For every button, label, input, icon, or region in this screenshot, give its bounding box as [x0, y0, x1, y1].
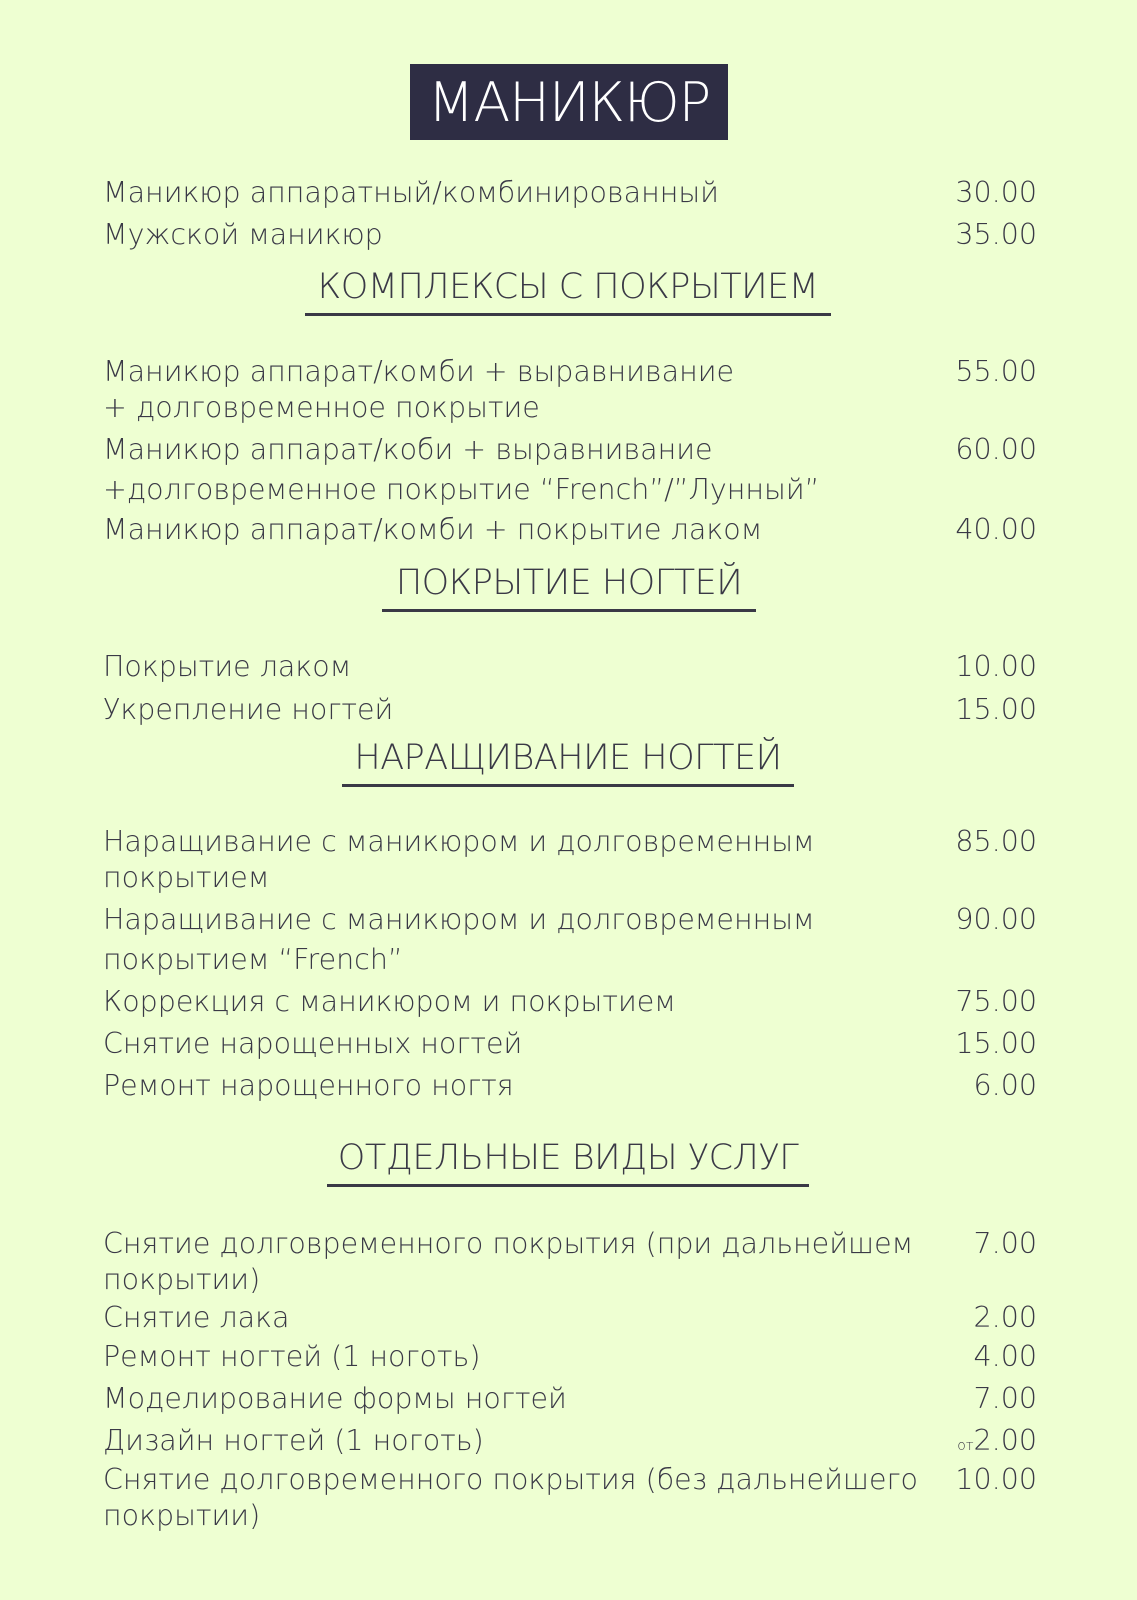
service-name: Покрытие лаком: [103, 650, 352, 683]
service-name: Мужской маникюр: [103, 218, 383, 251]
section-heading: ОТДЕЛЬНЫЕ ВИДЫ УСЛУГ: [327, 1138, 809, 1187]
service-price: 30.00: [955, 176, 1037, 209]
page-title: МАНИКЮР: [410, 64, 728, 140]
list-item: [103, 1026, 1037, 1062]
service-price: 15.00: [955, 693, 1037, 726]
service-name: Маникюр аппарат/комби + покрытие лаком: [103, 513, 763, 546]
service-price: 40.00: [955, 513, 1037, 546]
service-name: Наращивание с маникюром и долговременным: [103, 825, 815, 858]
service-price: 6.00: [973, 1069, 1037, 1102]
list-item: [103, 1068, 1037, 1104]
service-name: Снятие нарощенных ногтей: [103, 1027, 523, 1060]
price-value: 2.00: [973, 1424, 1037, 1457]
list-item: [103, 984, 1037, 1020]
service-price: 15.00: [955, 1027, 1037, 1060]
section-heading: КОМПЛЕКСЫ С ПОКРЫТИЕМ: [305, 267, 831, 316]
service-name: Маникюр аппаратный/комбинированный: [103, 176, 719, 209]
list-item: [103, 175, 1037, 211]
service-name-line2: + долговременное покрытие: [103, 391, 540, 424]
list-item: [103, 1300, 1037, 1336]
list-item: [103, 824, 1037, 896]
list-item: [103, 1381, 1037, 1417]
service-name: Снятие лака: [103, 1301, 290, 1334]
list-item: [103, 649, 1037, 685]
service-name: Моделирование формы ногтей: [103, 1382, 567, 1415]
service-price: 4.00: [973, 1340, 1037, 1373]
service-name: Маникюр аппарат/коби + выравнивание: [103, 433, 713, 466]
list-item: [103, 1423, 1037, 1459]
service-price: 85.00: [955, 825, 1037, 858]
service-price: 7.00: [973, 1227, 1037, 1260]
service-name-line2: покрытии): [103, 1499, 261, 1532]
service-price: 10.00: [955, 1463, 1037, 1496]
section-heading: НАРАЩИВАНИЕ НОГТЕЙ: [342, 738, 794, 787]
service-name: Дизайн ногтей (1 ноготь): [103, 1424, 484, 1457]
section-heading: ПОКРЫТИЕ НОГТЕЙ: [382, 563, 756, 612]
price-prefix: от: [957, 1438, 974, 1454]
service-price: 55.00: [955, 355, 1037, 388]
list-item: [103, 692, 1037, 728]
list-item: [103, 354, 1037, 426]
list-item: [103, 217, 1037, 253]
list-item: [103, 1462, 1037, 1534]
service-name: Ремонт ногтей (1 ноготь): [103, 1340, 481, 1373]
service-name: Укрепление ногтей: [103, 693, 394, 726]
service-name: Ремонт нарощенного ногтя: [103, 1069, 514, 1102]
service-name-line2: покрытием: [103, 861, 270, 894]
list-item: [103, 1226, 1037, 1298]
service-name: Снятие долговременного покрытия (при дальнейшем: [103, 1227, 914, 1260]
list-item: [103, 902, 1037, 978]
service-price: 7.00: [973, 1382, 1037, 1415]
service-price: 35.00: [955, 218, 1037, 251]
service-name-line2: покрытием “French”: [103, 943, 403, 976]
service-price: 10.00: [955, 650, 1037, 683]
service-price: 2.00: [973, 1301, 1037, 1334]
service-name: Коррекция с маникюром и покрытием: [103, 985, 676, 1018]
service-price: 90.00: [955, 903, 1037, 936]
list-item: [103, 1339, 1037, 1375]
service-name: Снятие долговременного покрытия (без дальнейшего: [103, 1463, 918, 1496]
list-item: [103, 512, 1037, 548]
service-price: [957, 1423, 1037, 1464]
service-price: 60.00: [955, 433, 1037, 466]
service-name: Маникюр аппарат/комби + выравнивание: [103, 355, 735, 388]
service-name: Наращивание с маникюром и долговременным: [103, 903, 815, 936]
list-item: [103, 432, 1037, 508]
service-name-line2: +долговременное покрытие “French”/”Лунный”: [103, 473, 820, 506]
service-name-line2: покрытии): [103, 1263, 261, 1296]
service-price: 75.00: [955, 985, 1037, 1018]
